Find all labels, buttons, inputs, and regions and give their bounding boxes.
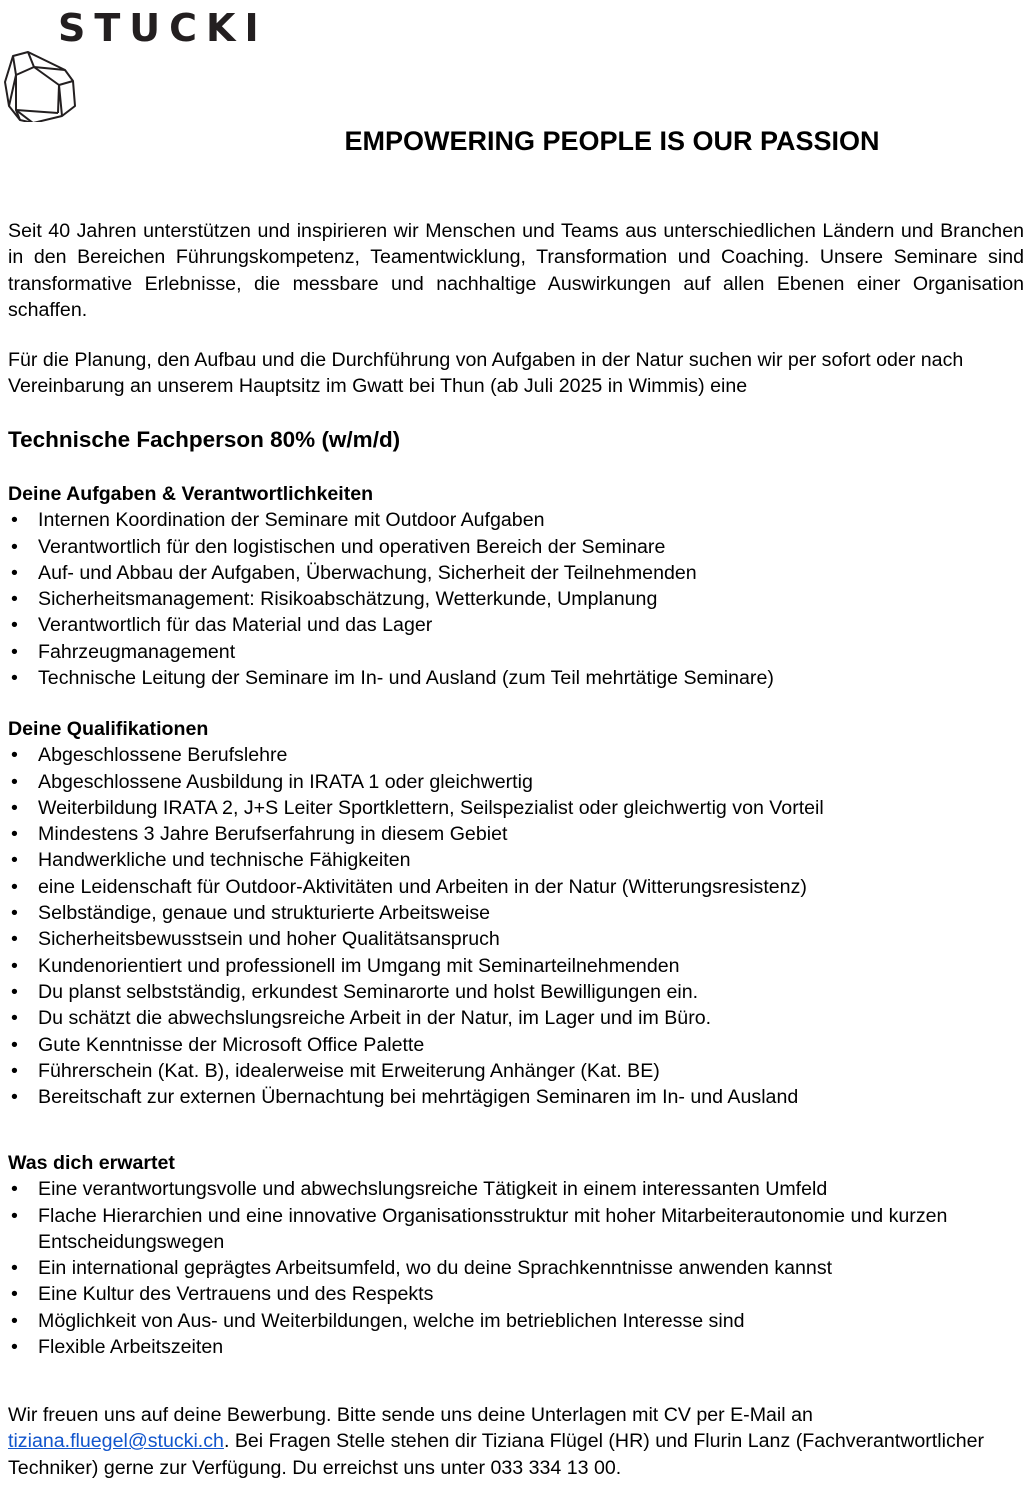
bullet-icon: • [11,1257,18,1280]
list-item: • Bereitschaft zur externen Übernachtung bei mehrtägigen Seminaren im In- und Ausland [8,1084,1024,1110]
bullet-icon: • [11,980,18,1003]
offer-section [8,1150,1024,1360]
list-item: • eine Leidenschaft für Outdoor-Aktivitäten und Arbeiten in der Natur (Witterungsresistenz) [8,874,1024,900]
bullet-icon: • [11,1309,18,1332]
list-item: • Internen Koordination der Seminare mit Outdoor Aufgaben [8,507,1024,533]
bullet-icon: • [11,535,18,558]
bullet-icon: • [11,509,18,532]
bullet-icon: • [11,875,18,898]
list-item: • Handwerkliche und technische Fähigkeiten [8,847,1024,873]
bullet-icon: • [11,588,18,611]
page-headline: EMPOWERING PEOPLE IS OUR PASSION [344,126,880,156]
offer-list [8,1176,1024,1360]
bullet-icon: • [11,1336,18,1359]
bullet-icon: • [11,744,18,767]
list-item: • Sicherheitsmanagement: Risikoabschätzung, Wetterkunde, Umplanung [8,586,1024,612]
bullet-icon: • [11,640,18,663]
list-item: • Kundenorientiert und professionell im Umgang mit Seminarteilnehmenden [8,953,1024,979]
list-item: • Weiterbildung IRATA 2, J+S Leiter Sportklettern, Seilspezialist oder gleichwertig von Vorteil [8,795,1024,821]
section-heading: Deine Aufgaben & Verantwortlichkeiten [8,483,374,505]
position-intro-paragraph: Für die Planung, den Aufbau und die Durchführung von Aufgaben in der Natur suchen wir per sofort oder nach Vereinbarung an unserem Hauptsitz im Gwatt bei Thun (ab Juli 2025 in Wimmis) eine [8,349,964,398]
list-item: • Ein international geprägtes Arbeitsumfeld, wo du deine Sprachkenntnisse anwenden kannst [8,1255,1024,1281]
bullet-icon: • [11,1033,18,1056]
bullet-icon: • [11,1283,18,1306]
list-item: • Abgeschlossene Ausbildung in IRATA 1 oder gleichwertig [8,769,1024,795]
bullet-icon: • [11,614,18,637]
job-title: Technische Fachperson 80% (w/m/d) [8,427,401,452]
bullet-icon: • [11,823,18,846]
bullet-icon: • [11,849,18,872]
bullet-icon: • [11,954,18,977]
tasks-section [8,481,1024,691]
list-item: • Eine Kultur des Vertrauens und des Respekts [8,1281,1024,1307]
bullet-icon: • [11,1086,18,1109]
qualifications-list [8,742,1024,1110]
list-item: • Eine verantwortungsvolle und abwechslungsreiche Tätigkeit in einem interessanten Umfeld [8,1176,1024,1202]
tasks-list [8,507,1024,691]
qualifications-section [8,716,1024,1110]
bullet-icon: • [11,1178,18,1201]
bullet-icon: • [11,561,18,584]
intro-paragraph: Seit 40 Jahren unterstützen und inspirieren wir Menschen und Teams aus unterschiedlichen Ländern und Branchen in den Bereichen Führungskompetenz, Teamentwicklung, Transformation und Coaching. Unsere Seminare sind transformative Erlebnisse, die messbare und nachhaltige Auswirkungen auf allen Ebenen einer Organisation schaffen. [8,220,1024,321]
contact-paragraph: Wir freuen uns auf deine Bewerbung. Bitte sende uns deine Unterlagen mit CV per E-Mail an tiziana.fluegel@stucki.ch. Bei Fragen Stelle stehen dir Tiziana Flügel (HR) und Flurin Lanz (Fachverantwortlicher Techniker) gerne zur Verfügung. Du erreichst uns unter 033 334 13 00. [8,1404,985,1479]
list-item: • Du schätzt die abwechslungsreiche Arbeit in der Natur, im Lager und im Büro. [8,1005,1024,1031]
bullet-icon: • [11,1204,18,1227]
bullet-icon: • [11,1059,18,1082]
brand-wordmark: STUCKI [58,6,268,50]
bullet-icon: • [11,928,18,951]
list-item: • Flache Hierarchien und eine innovative Organisationsstruktur mit hoher Mitarbeiterautonomie und kurzen Entscheidungswegen [11,1204,948,1253]
bullet-icon: • [11,796,18,819]
list-item: • Fahrzeugmanagement [8,639,1024,665]
bullet-icon: • [11,667,18,690]
email-link[interactable]: tiziana.fluegel@stucki.ch [8,1430,224,1453]
list-item: • Auf- und Abbau der Aufgaben, Überwachung, Sicherheit der Teilnehmenden [8,560,1024,586]
list-item: • Sicherheitsbewusstsein und hoher Qualitätsanspruch [8,926,1024,952]
list-item: • Technische Leitung der Seminare im In- und Ausland (zum Teil mehrtätige Seminare) [8,665,1024,691]
list-item: • Abgeschlossene Berufslehre [8,742,1024,768]
list-item: • Gute Kenntnisse der Microsoft Office Palette [8,1032,1024,1058]
section-heading: Was dich erwartet [8,1152,175,1174]
bullet-icon: • [11,1007,18,1030]
section-heading: Deine Qualifikationen [8,718,209,740]
polyhedron-stone-icon [3,50,77,122]
list-item: • Du planst selbstständig, erkundest Seminarorte und holst Bewilligungen ein. [8,979,1024,1005]
list-item: • Selbständige, genaue und strukturierte Arbeitsweise [8,900,1024,926]
list-item: • Flexible Arbeitszeiten [8,1334,1024,1360]
bullet-icon: • [11,770,18,793]
list-item: • Mindestens 3 Jahre Berufserfahrung in diesem Gebiet [8,821,1024,847]
bullet-icon: • [11,902,18,925]
list-item: • Verantwortlich für den logistischen und operativen Bereich der Seminare [8,534,1024,560]
list-item: • Möglichkeit von Aus- und Weiterbildungen, welche im betrieblichen Interesse sind [8,1308,1024,1334]
list-item: • Verantwortlich für das Material und das Lager [8,612,1024,638]
list-item: • Führerschein (Kat. B), idealerweise mit Erweiterung Anhänger (Kat. BE) [8,1058,1024,1084]
